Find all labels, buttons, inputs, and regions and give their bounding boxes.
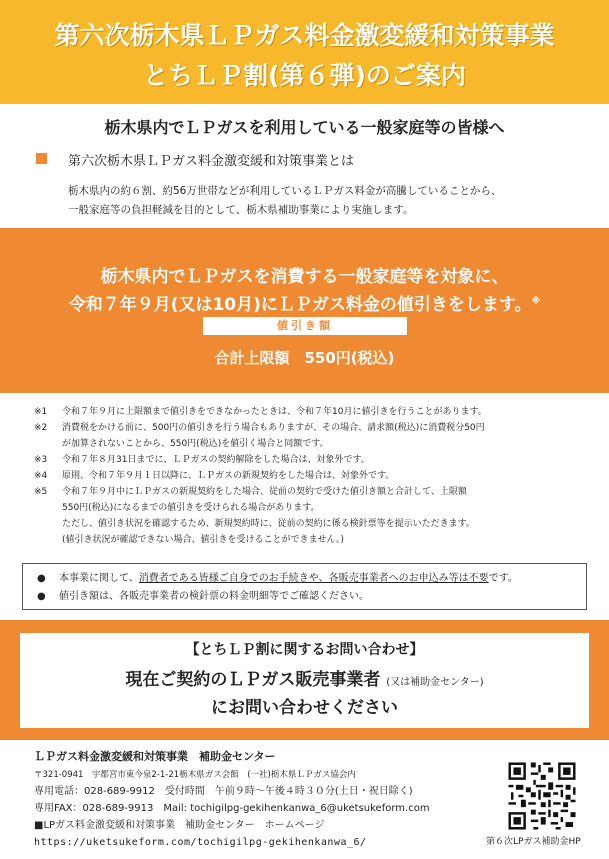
bullet-icon: ●: [37, 573, 46, 584]
note-text: ただし、値引き状況を確認するため、新規契約時に、従前の契約に係る検針票等を提示いただきます。: [62, 519, 475, 529]
footer-fax-mail: 専用FAX：028-689-9913 Mail: tochigilpg-gekihenkanwa_6@uketsukeform.com: [34, 803, 430, 814]
banner-line2-text: 令和７年９月(又は10月)にＬＰガス料金の値引きをします。: [68, 295, 532, 315]
note-text: 原則、令和７年９月１日以降に、ＬＰガスの新規契約をした場合は、対象外です。: [62, 471, 395, 481]
note-text: 消費税をかける前に、500円の値引きを行う場合もありますが、その場合、請求額(税込)に消費税分50円: [62, 423, 485, 433]
note-mark: ※5: [34, 487, 48, 497]
note-item: [34, 468, 594, 484]
footer-org: ＬＰガス料金激変緩和対策事業 補助金センター: [34, 750, 276, 763]
note-mark: ※2: [34, 423, 48, 433]
header-banner: [0, 0, 609, 104]
contact-title: 【とちＬＰ割に関するお問い合わせ】: [185, 642, 424, 658]
footer-hp-label: ■LPガス料金激変緩和対策事業 補助金センター ホームページ: [34, 820, 325, 831]
banner-line2: [0, 290, 609, 315]
section-square-icon: [36, 153, 47, 164]
amount-tag: 値引き額: [203, 317, 407, 335]
contact-line3: にお問い合わせください: [211, 698, 398, 718]
note-text: (値引き状況が確認できない場合、値引きを受けることができません。): [62, 535, 345, 545]
footer-url-link[interactable]: https://uketsukeform.com/tochigilpg-gekihenkanwa_6/: [34, 837, 367, 848]
qr-code-icon[interactable]: [506, 760, 578, 832]
notice-underlined: 消費者である皆様ご自身でのお手続きや、各販売事業者へのお申込み等は不要: [138, 573, 489, 584]
note-text: 令和７年９月に上限額まで値引きをできなかったときは、令和７年10月に値引きを行うことがあります。: [62, 407, 487, 417]
contact-panel: [20, 633, 589, 728]
note-item: [34, 420, 594, 452]
audience-subtitle: 栃木県内でＬＰガスを利用している一般家庭等の皆様へ: [104, 118, 505, 137]
notes-list: [34, 404, 594, 548]
note-text: が加算されないことから、550円(税込)を値引く場合と同額です。: [62, 439, 329, 449]
contact-line2-small: (又は補助金センター): [386, 677, 484, 688]
page-title-line2: とちＬＰ割(第６弾)のご案内: [143, 61, 466, 90]
note-item: [34, 452, 594, 468]
notice-row: [37, 588, 586, 606]
footer-phone: 専用電話：028-689-9912 受付時間 午前９時～午後４時３０分(土日・祝日除く): [34, 786, 413, 797]
bullet-icon: ●: [37, 591, 46, 602]
note-item: [34, 404, 594, 420]
banner-note-mark: ※: [531, 296, 541, 307]
notice-text: 本事業に関して、消費者である皆様ご自身でのお手続きや、各販売事業者へのお申込み等は不要です。: [59, 573, 518, 584]
section-body-line1: 栃木県内の約６割、約56万世帯などが利用しているＬＰガス料金が高騰していることから、: [68, 185, 502, 197]
note-text: 令和７年９月中にＬＰガスの新規契約をした場合、従前の契約で受けた値引き額と合計して、上限額: [62, 487, 467, 497]
notice-box: [22, 563, 587, 610]
section-body: [68, 182, 588, 220]
discount-amount: 合計上限額 550円(税込): [214, 349, 395, 367]
contact-banner: [0, 620, 609, 740]
note-item: [34, 484, 594, 548]
note-text: 550円(税込)になるまでの値引きを受けられる場合があります。: [62, 503, 320, 513]
banner-line1: 栃木県内でＬＰガスを消費する一般家庭等を対象に、: [100, 267, 509, 287]
footer: [34, 748, 430, 851]
notice-row: [37, 570, 586, 588]
note-mark: ※3: [34, 455, 48, 465]
section-title: 第六次栃木県ＬＰガス料金激変緩和対策事業とは: [68, 154, 355, 169]
note-mark: ※1: [34, 407, 48, 417]
note-text: 令和７年８月31日までに、ＬＰガスの契約解除をした場合は、対象外です。: [62, 455, 370, 465]
discount-banner: [0, 228, 609, 393]
contact-line2: 現在ご契約のＬＰガス販売事業者 (又は補助金センター): [125, 670, 484, 690]
qr-label: 第６次LPガス補助金HP: [486, 837, 581, 847]
footer-address: 〒321-0941 宇都宮市東今泉2-1-21栃木県ガス会館 (一社)栃木県ＬＰガス協会内: [34, 770, 356, 780]
page-title-line1: 第六次栃木県ＬＰガス料金激変緩和対策事業: [54, 21, 555, 50]
note-mark: ※4: [34, 471, 48, 481]
notice-text: 値引き額は、各販売事業者の検針票の料金明細等でご確認ください。: [59, 591, 369, 602]
section-body-line2: 一般家庭等の負担軽減を目的として、栃木県補助事業により実施します。: [68, 204, 414, 216]
